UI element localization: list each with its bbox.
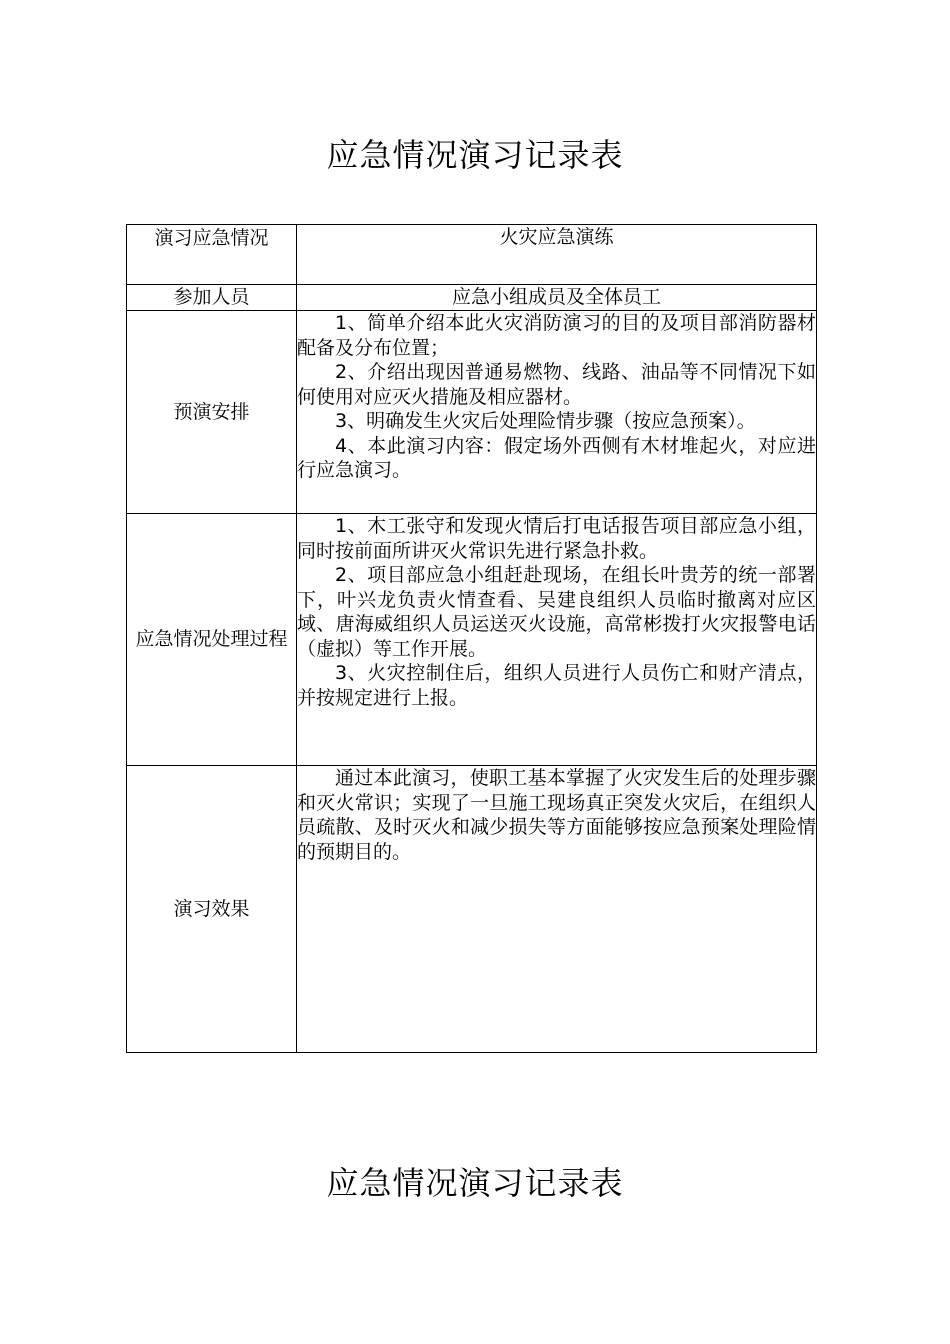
plan-paragraph: 1、简单介绍本此火灾消防演习的目的及项目部消防器材配备及分布位置； <box>297 312 816 359</box>
row-handling-process <box>127 514 817 766</box>
drill-record-table <box>126 224 817 1053</box>
plan-paragraph: 2、介绍出现因普通易燃物、线路、油品等不同情况下如何使用对应灭火措施及相应器材。 <box>297 361 816 408</box>
row-rehearsal-plan <box>127 311 817 514</box>
process-paragraph: 2、项目部应急小组赶赴现场，在组长叶贵芳的统一部署下，叶兴龙负责火情查看、吴建良组织人员临时撤离对应区域、唐海威组织人员运送灭火设施，高常彬拨打火灾报警电话（虚拟）等工作开展。 <box>297 564 816 660</box>
content-drill-effect <box>297 766 817 1053</box>
row-drill-effect <box>127 766 817 1053</box>
content-rehearsal-plan <box>297 311 817 514</box>
plan-paragraph: 3、明确发生火灾后处理险情步骤（按应急预案）。 <box>335 410 756 432</box>
process-paragraph: 1、木工张守和发现火情后打电话报告项目部应急小组，同时按前面所讲灭火常识先进行紧急扑救。 <box>297 515 816 562</box>
label-drill-situation: 演习应急情况 <box>127 225 297 285</box>
content-handling-process <box>297 514 817 766</box>
plan-paragraph: 4、本此演习内容：假定场外西侧有木材堆起火，对应进行应急演习。 <box>297 434 816 481</box>
label-rehearsal-plan: 预演安排 <box>127 311 297 514</box>
row-participants <box>127 285 817 311</box>
label-participants: 参加人员 <box>127 285 297 311</box>
label-drill-effect: 演习效果 <box>127 766 297 1053</box>
page-title: 应急情况演习记录表 <box>326 136 624 174</box>
process-paragraph: 3、火灾控制住后，组织人员进行人员伤亡和财产清点，并按规定进行上报。 <box>297 662 816 709</box>
value-participants: 应急小组成员及全体员工 <box>297 285 817 311</box>
next-page-title: 应急情况演习记录表 <box>326 1164 624 1202</box>
row-drill-situation <box>127 225 817 285</box>
effect-paragraph: 通过本此演习，使职工基本掌握了火灾发生后的处理步骤和灭火常识；实现了一旦施工现场真正突发火灾后，在组织人员疏散、及时灭火和减少损失等方面能够按应急预案处理险情的预期目的。 <box>297 767 816 863</box>
label-handling-process: 应急情况处理过程 <box>127 514 297 766</box>
value-drill-situation: 火灾应急演练 <box>297 225 817 285</box>
